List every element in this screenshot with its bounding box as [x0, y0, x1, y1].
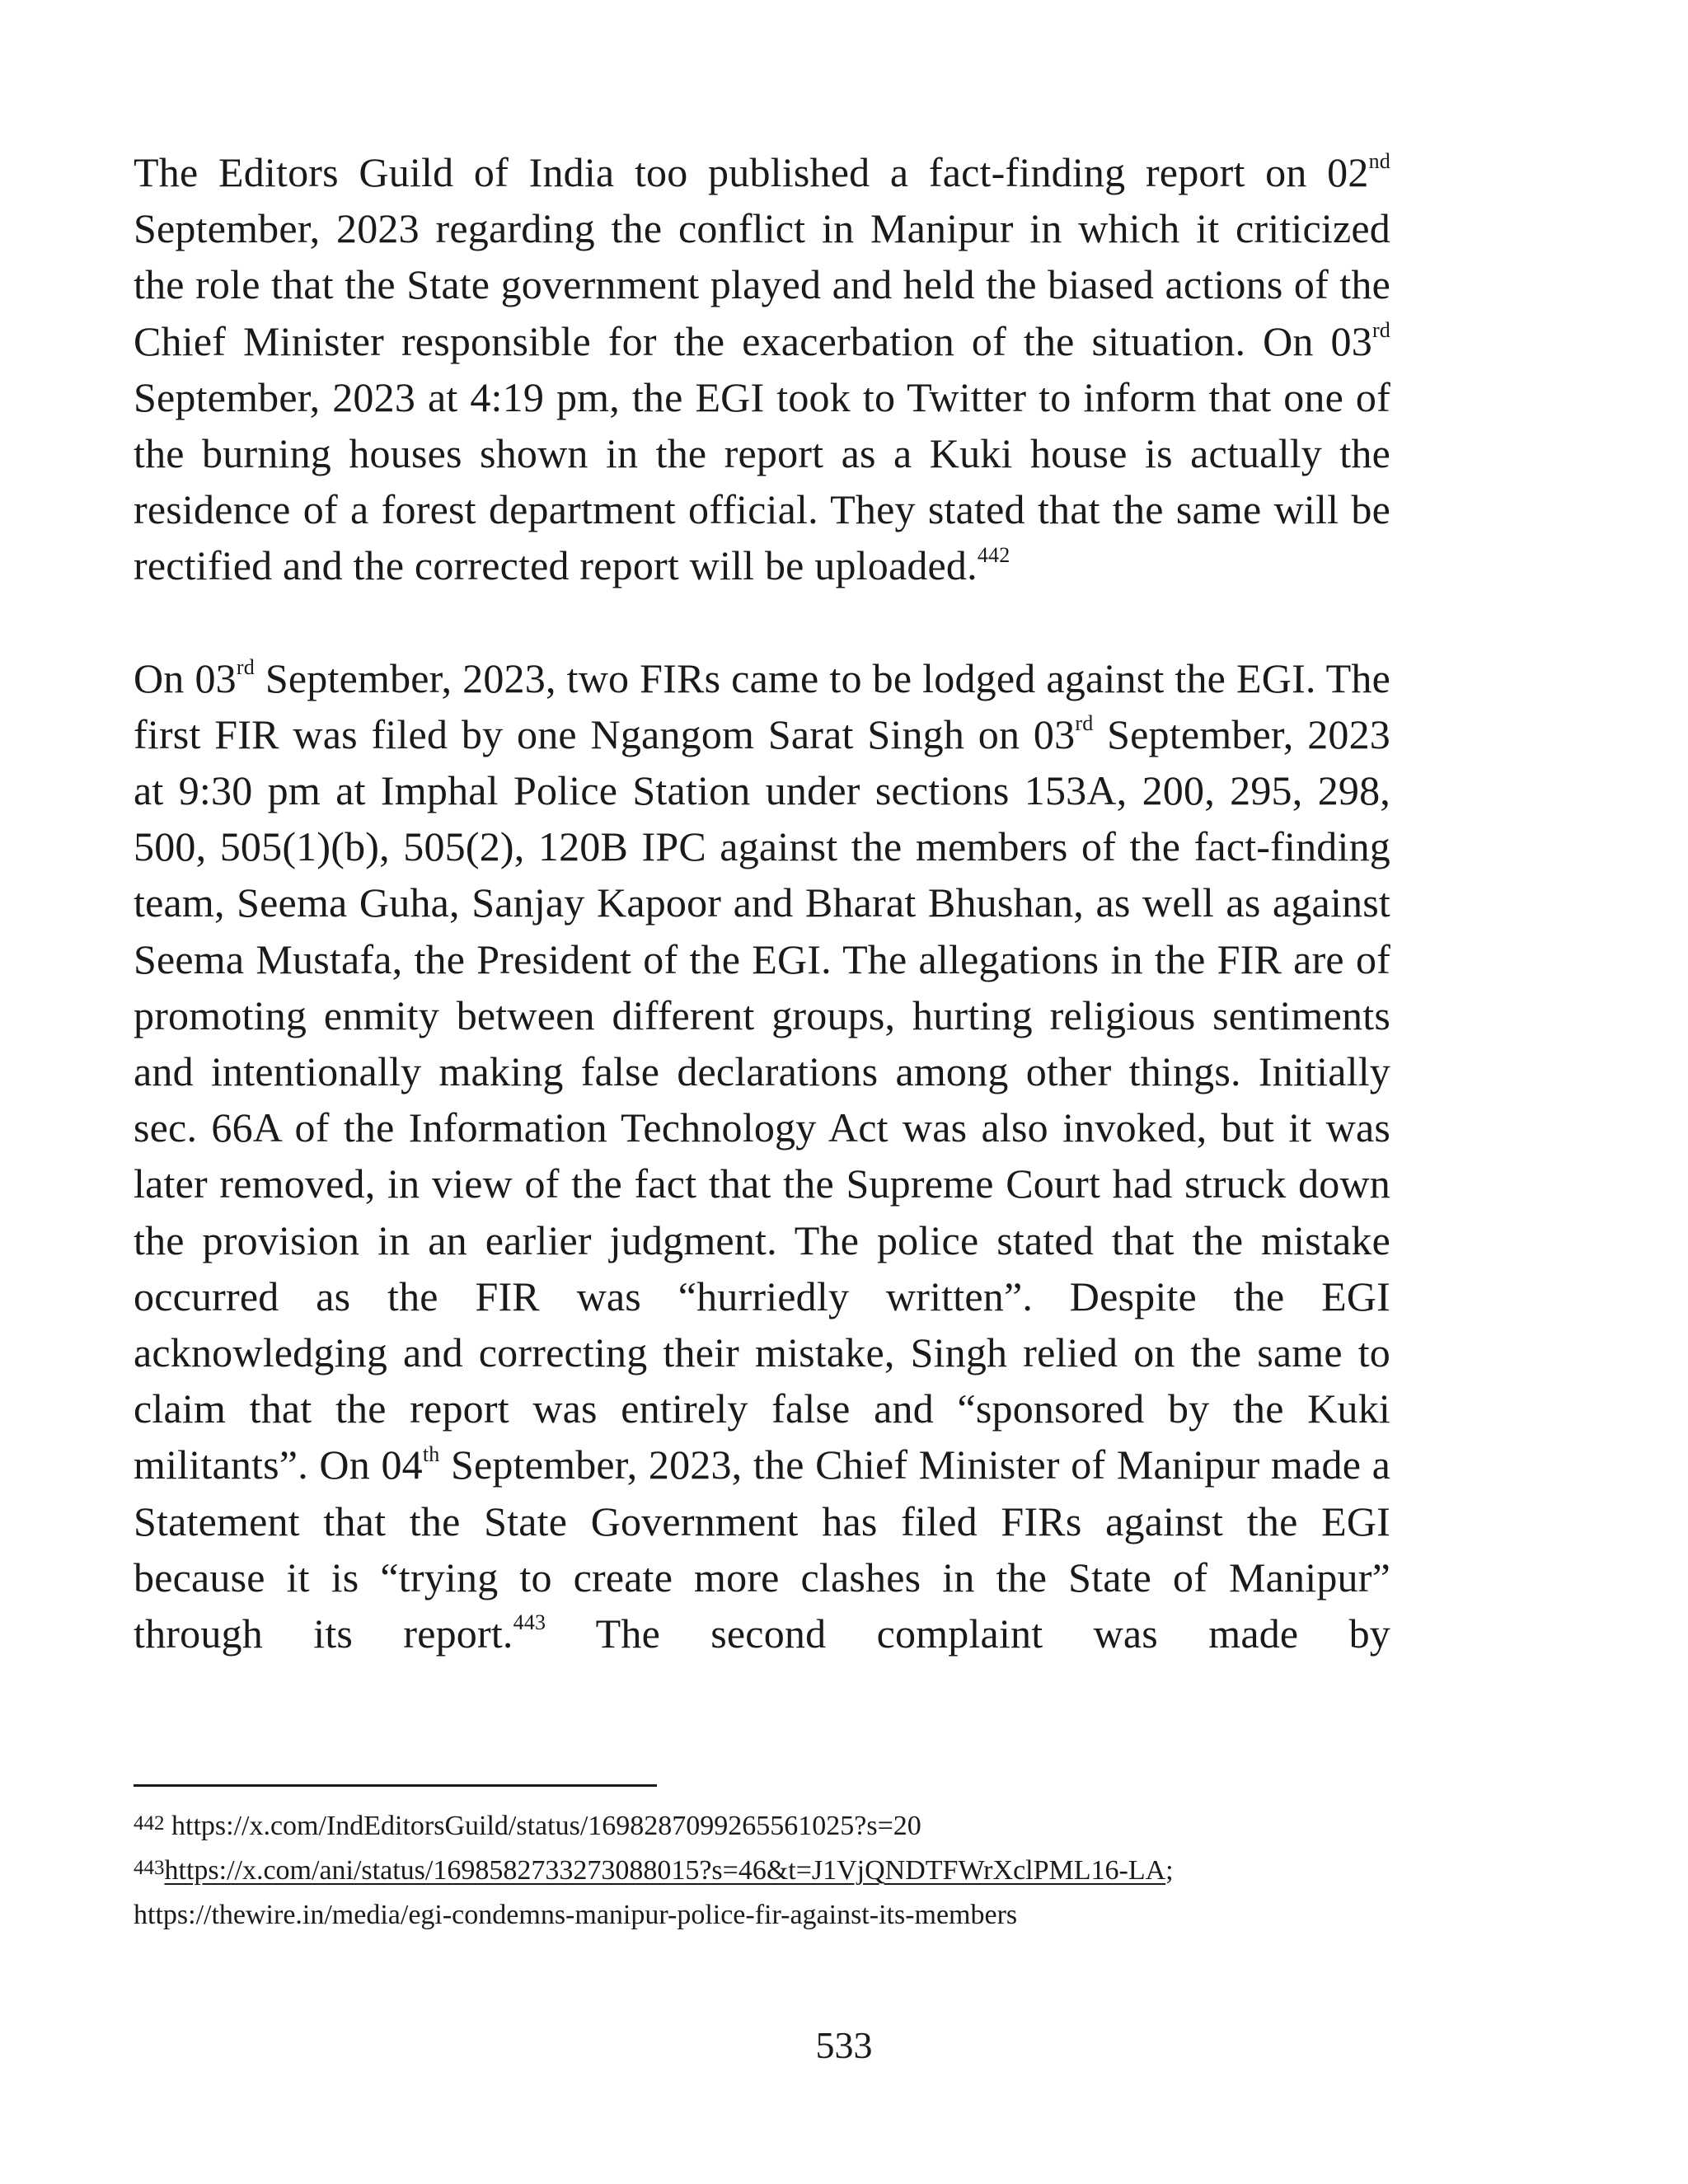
p2-text-5: The second complaint was made by — [546, 1610, 1391, 1657]
footnote-442-text: https://x.com/IndEditorsGuild/status/1698287099265561025?s=20 — [164, 1811, 921, 1841]
p1-ordinal-2: rd — [1372, 317, 1390, 342]
p2-text-2: September, 2023, two FIRs came to be lodged against the EGI. The first FIR was filed by one Ngangom Sarat Singh on 03 — [134, 654, 1391, 757]
paragraph-2 — [134, 650, 1390, 1662]
paragraph-1 — [134, 144, 1390, 594]
footnote-443-link[interactable]: https://x.com/ani/status/1698582733273088015?s=46&t=J1VjQNDTFWrXclPML16-LA — [164, 1855, 1166, 1886]
p1-text-2: September, 2023 regarding the conflict in Manipur in which it criticized the role that the State government played and held the biased actions of the Chief Minister responsible for the exacerbation of the situation. On 03 — [134, 205, 1390, 364]
footnote-443-number: 443 — [134, 1857, 165, 1879]
p1-text-1: The Editors Guild of India too published a fact-finding report on 02 — [134, 149, 1369, 195]
p2-text-4: September, 2023, the Chief Minister of Manipur made a Statement that the State Government has filed FIRs against the EGI because it is “trying to create more clashes in the State of Manipur” through its report. — [134, 1441, 1391, 1657]
p2-ordinal-3: th — [422, 1441, 440, 1466]
page-number: 533 — [815, 2024, 873, 2066]
p1-text-3: September, 2023 at 4:19 pm, the EGI took to Twitter to inform that one of the burning houses shown in the report as a Kuki house is actually the residence of a forest department official. They stated that the same will be rectified and the corrected report will be uploaded. — [134, 373, 1390, 589]
document-body — [134, 144, 1390, 1661]
footnote-ref-443: 443 — [513, 1610, 546, 1635]
p2-ordinal-2: rd — [1075, 711, 1094, 736]
footnote-ref-442: 442 — [977, 542, 1010, 567]
p2-text-3: September, 2023 at 9:30 pm at Imphal Police Station under sections 153A, 200, 295, 298, 500, 505(1)(b), 505(2), 120B IPC against the members of the fact-finding team, Seema Guha, Sanjay Kapoor and Bharat Bhushan, as well as against Seema Mustafa, the President of the EGI. The allegations in the FIR are of promoting enmity between different groups, hurting religious sentiments and intentionally making false declarations among other things. Initially sec. 66A of the Information Technology Act was also invoked, but it was later removed, in view of the fact that the Supreme Court had struck down the provision in an earlier judgment. The police stated that the mistake occurred as the FIR was “hurriedly written”. Despite the EGI acknowledging and correcting their mistake, Singh relied on the same to claim that the report was entirely false and “sponsored by the Kuki militants”. On 04 — [134, 710, 1390, 1488]
footnotes — [134, 1805, 1419, 1936]
footnote-442-number: 442 — [134, 1812, 165, 1835]
footnote-442 — [134, 1805, 1419, 1849]
footnote-separator — [134, 1784, 657, 1787]
footnote-443-separator: ; — [1165, 1855, 1174, 1886]
p2-ordinal-1: rd — [236, 654, 255, 679]
footnote-443 — [134, 1849, 1419, 1894]
p1-ordinal-1: nd — [1368, 149, 1390, 174]
footnote-443-continuation: https://thewire.in/media/egi-condemns-manipur-police-fir-against-its-members — [134, 1900, 1018, 1930]
p2-text-1: On 03 — [134, 654, 237, 701]
